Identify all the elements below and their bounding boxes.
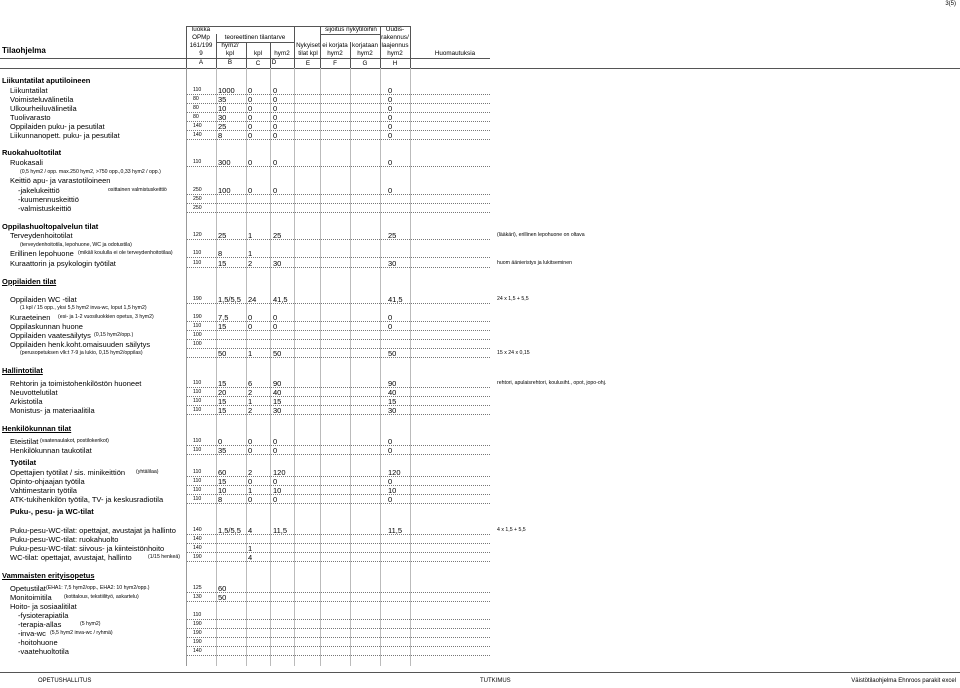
row-note: (0,5 hym2 / opp. max.250 hym2, >750 opp.,0,33 hym2 / opp.) bbox=[20, 169, 161, 175]
header-huomautuksia: Huomautuksia bbox=[434, 50, 476, 57]
table-row: Tuolivarasto 80 30 0 0 0 bbox=[0, 113, 960, 122]
table-row: -valmistuskeittiö 250 bbox=[0, 204, 960, 213]
table-row: Erillinen lepohuone (mikäli koululla ei ole terveydenhoitotilaa) 110 8 1 bbox=[0, 249, 960, 258]
table-row: Opettajien työtilat / sis. minikeittiön (yhtälilaa) 110 60 2 120 120 bbox=[0, 468, 960, 477]
table-row: -jakelukeittiö osittainen valmistuskeittiö 250 100 0 0 0 bbox=[0, 186, 960, 195]
table-row: Puku-pesu-WC-tilat: ruokahuolto 140 bbox=[0, 535, 960, 544]
table-row: -hoitohuone 190 bbox=[0, 638, 960, 647]
table-row: Ulkourheiluvälinetila 80 10 0 0 0 bbox=[0, 104, 960, 113]
header-letter-a: A bbox=[198, 59, 204, 66]
page-number: 3(5) bbox=[945, 1, 956, 7]
header-uudis: Uudis- rakennus/ laajennus hym2 bbox=[381, 26, 409, 57]
table-row: Liikuntatilat 110 1000 0 0 0 bbox=[0, 86, 960, 95]
header-kpl2: kpl bbox=[253, 50, 263, 57]
header-nykyiset: Nykyiset tilat kpl bbox=[296, 42, 320, 57]
table-row: Terveydenhoitotilat 120 25 1 25 25 (lääkäri), erillinen lepohuone on oltava bbox=[10, 231, 585, 240]
header-korjataan: korjataan hym2 bbox=[352, 42, 378, 57]
section-ruokahuolto: Ruokahuoltotilat bbox=[2, 148, 62, 157]
table-row: Eteistilat (vaatenaulakot, postilokerikot) 110 0 0 0 0 bbox=[0, 437, 960, 446]
table-row: -terapia-allas (5 hym2) 190 bbox=[0, 620, 960, 629]
footer-right: Väistötilaohjelma Ehnroos parakit excel bbox=[851, 678, 956, 684]
table-row: Kuraeteinen (esi- ja 1-2 vuosiluokkien opetus, 3 hym2) 190 7,5 0 0 0 bbox=[0, 313, 960, 322]
table-row: Kuraattorin ja psykologin työtilat 110 15 2 30 30 huom äänieristys ja lukitseminen bbox=[10, 259, 572, 268]
table-row: -inva-wc (5,5 hym2 inva-wc / ryhmä) 190 bbox=[0, 629, 960, 638]
section-henkilokunta: Henkilökunnan tilat bbox=[2, 424, 72, 433]
table-row: Voimisteluvälinetila 80 35 0 0 0 bbox=[0, 95, 960, 104]
header-letter-g: G bbox=[362, 60, 368, 67]
header-ei-korjata: ei korjata hym2 bbox=[322, 42, 348, 57]
row-note: (terveydenhoitotila, lepohuone, WC ja odotustila) bbox=[20, 242, 132, 248]
table-row: Oppilaiden WC -tilat 190 1,5/5,5 24 41,5 41,5 24 x 1,5 + 5,5 bbox=[10, 295, 529, 304]
header-letter-e: E bbox=[305, 60, 311, 67]
table-row: Oppilaiden vaatesäilytys (0,15 hym2/opp.) 100 bbox=[0, 331, 960, 340]
header-hym2-per: hym2/ bbox=[221, 42, 239, 49]
table-row: Monitoimitila (kotitalous, tekstiilityö, askartelu) 130 50 bbox=[0, 593, 960, 602]
table-row: Oppilaiden puku- ja pesutilat 140 25 0 0 0 bbox=[0, 122, 960, 131]
table-row: Oppilaskunnan huone 110 15 0 0 0 bbox=[0, 322, 960, 331]
header-letter-d: D bbox=[271, 59, 277, 66]
table-row: Henkilökunnan taukotilat 110 35 0 0 0 bbox=[0, 446, 960, 455]
tilaohjelma-title: Tilaohjelma bbox=[2, 46, 46, 55]
footer-left: OPETUSHALLITUS bbox=[38, 678, 92, 684]
header-letter-h: H bbox=[392, 60, 398, 67]
section-oppilashuolto: Oppilashuoltopalvelun tilat bbox=[2, 222, 99, 231]
header-teoreettinen: teoreettinen tilantarve bbox=[224, 34, 286, 41]
table-row: (perusopetuksen vlk:t 7-9 ja lukio, 0,15 hym2/oppilas) 50 1 50 50 15 x 24 x 0,15 bbox=[20, 349, 530, 358]
table-row: Neuvottelutilat 110 20 2 40 40 bbox=[0, 388, 960, 397]
section-tyotilat: Työtilat bbox=[10, 458, 37, 467]
section-vammaisten: Vammaisten erityisopetus bbox=[2, 571, 95, 580]
table-row: -vaatehuoltotila 140 bbox=[0, 647, 960, 656]
table-row: Arkistotila 110 15 1 15 15 bbox=[0, 397, 960, 406]
table-row: Hoito- ja sosiaalitilat bbox=[10, 602, 77, 611]
table-row: Rehtorin ja toimistohenkilöstön huoneet 110 15 6 90 90 rehtori, apulaisrehtori, koulusiht., opot, jopo-ohj. bbox=[10, 379, 607, 388]
header-hym2: hym2 bbox=[274, 50, 290, 57]
table-row: Keittiö apu- ja varastotiloineen bbox=[10, 176, 111, 185]
table-row: Puku-pesu-WC-tilat: siivous- ja kiinteistönhoito 140 1 bbox=[0, 544, 960, 553]
header-letter-f: F bbox=[333, 60, 337, 67]
table-row: Oppilaiden henk.koht.omaisuuden säilytys 100 bbox=[0, 340, 960, 349]
section-oppilaiden: Oppilaiden tilat bbox=[2, 277, 57, 286]
header-luokka: luokka OPMp 161/199 9 bbox=[189, 26, 213, 57]
section-hallinto: Hallintotilat bbox=[2, 366, 43, 375]
header-letter-c: C bbox=[255, 60, 261, 67]
table-row: Puku-pesu-WC-tilat: opettajat, avustajat ja hallinto 140 1,5/5,5 4 11,5 11,5 4 x 1,5 + 5,5 bbox=[10, 526, 526, 535]
table-row: Opetustilat (EHA1: 7,5 hym2/opp., EHA2: 10 hym2/opp.) 125 60 bbox=[0, 584, 960, 593]
table-row: Opinto-ohjaajan työtila 110 15 0 0 0 bbox=[0, 477, 960, 486]
table-row: Monistus- ja materiaalitila 110 15 2 30 30 bbox=[0, 406, 960, 415]
section-liikunta: Liikuntatilat aputiloineen bbox=[2, 76, 91, 85]
table-row: Liikunnanopett. puku- ja pesutilat 140 8 0 0 0 bbox=[0, 131, 960, 140]
table-row: -fysioterapiatila 110 bbox=[0, 611, 960, 620]
header-kpl: kpl bbox=[225, 50, 235, 57]
footer-center: TUTKIMUS bbox=[480, 678, 511, 684]
table-row: -kuumennuskeittiö 250 bbox=[0, 195, 960, 204]
table-row: ATK-tukihenkilön työtila, TV- ja keskusradiotila 110 8 0 0 0 bbox=[0, 495, 960, 504]
section-puku: Puku-, pesu- ja WC-tilat bbox=[10, 507, 94, 516]
header-sijoitus: sijoitus nykytiloihin bbox=[325, 26, 377, 33]
row-note: (1 kpl / 15 opp., yksi 5,5 hym2 inva-wc, loput 1,5 hym2) bbox=[20, 305, 147, 311]
table-row: Ruokasali 110 300 0 0 0 bbox=[0, 158, 960, 167]
table-row: WC-tilat: opettajat, avustajat, hallinto (1/15 henkeä) 190 4 bbox=[0, 553, 960, 562]
table-row: Vahtimestarin työtila 110 10 1 10 10 bbox=[0, 486, 960, 495]
header-letter-b: B bbox=[227, 59, 233, 66]
